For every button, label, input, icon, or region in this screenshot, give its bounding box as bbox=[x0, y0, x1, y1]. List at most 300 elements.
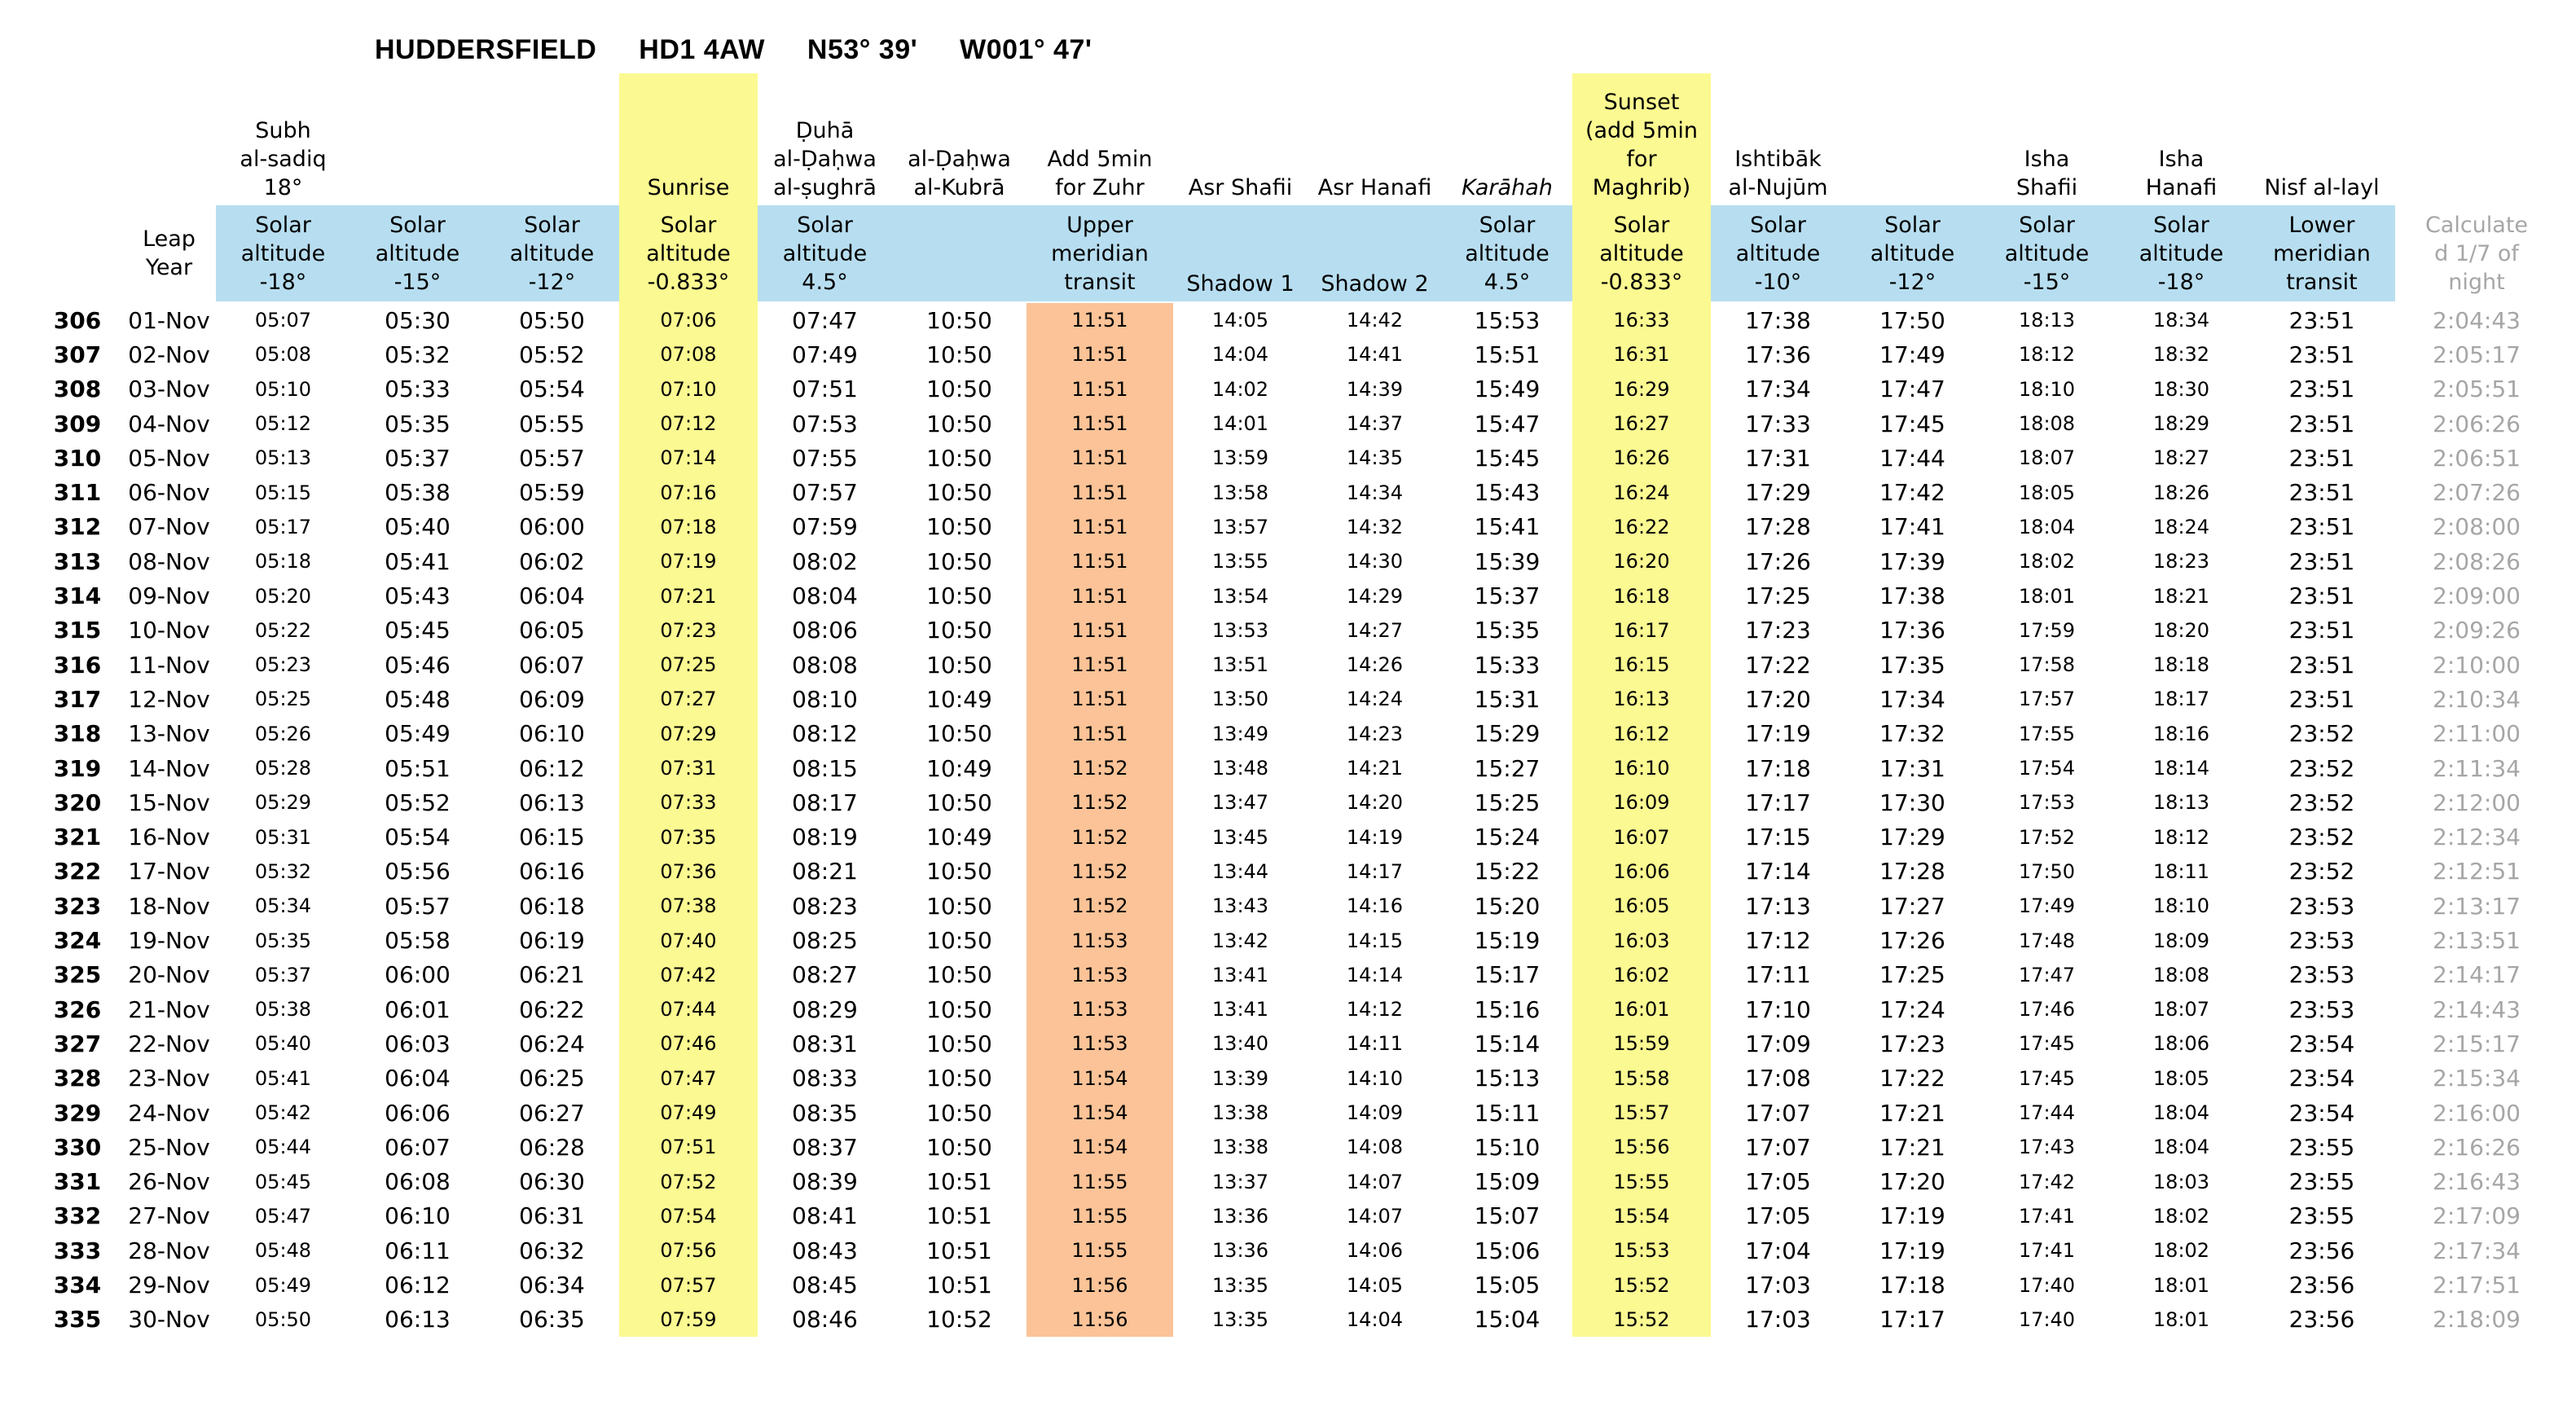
cell-asr-hanafi bbox=[1308, 1096, 1442, 1130]
cell-subh bbox=[216, 682, 350, 716]
cell-duha-kubra-text: 10:49 bbox=[926, 754, 992, 782]
cell-karahah bbox=[1442, 992, 1572, 1026]
cell-asr-hanafi-text: 14:26 bbox=[1346, 653, 1404, 677]
cell-isha-12-text: 17:49 bbox=[1879, 341, 1945, 368]
cell-zuhr-text: 11:53 bbox=[1071, 1032, 1128, 1056]
cell-isha-hanafi-text: 18:07 bbox=[2152, 998, 2210, 1022]
cell-day-number-text: 317 bbox=[53, 685, 102, 713]
cell-ishtibak bbox=[1711, 682, 1845, 716]
cell-date-text: 25-Nov bbox=[128, 1133, 210, 1161]
cell-asr-shafii-text: 13:57 bbox=[1211, 515, 1269, 538]
cell-isha-shafii-text: 17:41 bbox=[2018, 1239, 2076, 1263]
subheader-isha-hanafi bbox=[2114, 205, 2249, 301]
cell-sunset-text: 16:15 bbox=[1613, 653, 1670, 677]
table-row bbox=[33, 613, 2558, 648]
cell-asr-hanafi-text: 14:32 bbox=[1346, 515, 1404, 538]
cell-sunrise bbox=[619, 476, 758, 510]
cell-duha-sughra bbox=[758, 1096, 892, 1130]
table-row bbox=[33, 1130, 2558, 1164]
cell-date bbox=[122, 648, 216, 682]
cell-isha-12 bbox=[1845, 544, 1980, 578]
cell-sunset bbox=[1572, 476, 1711, 510]
cell-day-number-text: 332 bbox=[53, 1202, 102, 1230]
cell-fajr-15 bbox=[350, 1303, 485, 1337]
cell-fajr-12 bbox=[485, 785, 619, 819]
subheader-sunrise-text: Solar altitude -0.833° bbox=[646, 212, 731, 295]
cell-asr-shafii bbox=[1173, 1096, 1308, 1130]
cell-date bbox=[122, 682, 216, 716]
cell-isha-shafii-text: 18:08 bbox=[2018, 412, 2076, 436]
header-ishtibak bbox=[1711, 73, 1845, 205]
cell-isha-hanafi bbox=[2114, 1268, 2249, 1302]
cell-zuhr bbox=[1026, 441, 1173, 475]
cell-seventh-of-night bbox=[2395, 544, 2558, 578]
subheader-ishtibak-text: Solar altitude -10° bbox=[1735, 212, 1821, 295]
cell-asr-hanafi bbox=[1308, 613, 1442, 648]
cell-nisf-al-layl-text: 23:56 bbox=[2288, 1272, 2355, 1299]
cell-isha-shafii-text: 17:40 bbox=[2018, 1273, 2076, 1297]
cell-nisf-al-layl bbox=[2249, 578, 2395, 613]
cell-isha-shafii bbox=[1980, 751, 2114, 785]
cell-subh-text: 05:49 bbox=[254, 1273, 312, 1297]
cell-asr-hanafi bbox=[1308, 682, 1442, 716]
cell-duha-sughra bbox=[758, 1233, 892, 1268]
cell-sunset-text: 15:54 bbox=[1613, 1204, 1670, 1228]
cell-duha-sughra-text: 08:02 bbox=[792, 547, 858, 575]
subheader-sunrise bbox=[619, 205, 758, 301]
cell-nisf-al-layl-text: 23:52 bbox=[2288, 858, 2355, 885]
cell-day-number bbox=[33, 1061, 122, 1096]
cell-day-number bbox=[33, 441, 122, 475]
cell-duha-sughra bbox=[758, 751, 892, 785]
cell-isha-shafii-text: 17:59 bbox=[2018, 618, 2076, 642]
cell-subh bbox=[216, 717, 350, 751]
cell-asr-shafii bbox=[1173, 992, 1308, 1026]
cell-isha-hanafi-text: 18:20 bbox=[2152, 618, 2210, 642]
cell-nisf-al-layl bbox=[2249, 820, 2395, 855]
cell-isha-12 bbox=[1845, 476, 1980, 510]
cell-sunset-text: 16:10 bbox=[1613, 757, 1670, 780]
cell-isha-shafii-text: 17:58 bbox=[2018, 653, 2076, 677]
cell-date bbox=[122, 613, 216, 648]
cell-subh bbox=[216, 820, 350, 855]
cell-asr-shafii-text: 13:48 bbox=[1211, 757, 1269, 780]
cell-nisf-al-layl-text: 23:55 bbox=[2288, 1168, 2355, 1196]
subheader-date bbox=[122, 205, 216, 301]
cell-duha-kubra-text: 10:50 bbox=[926, 961, 992, 989]
cell-fajr-12-text: 06:19 bbox=[519, 927, 585, 955]
cell-karahah-text: 15:39 bbox=[1474, 547, 1541, 575]
cell-ishtibak-text: 17:23 bbox=[1745, 617, 1811, 644]
cell-duha-kubra bbox=[892, 751, 1026, 785]
cell-date-text: 14-Nov bbox=[128, 754, 210, 782]
cell-subh-text: 05:42 bbox=[254, 1101, 312, 1125]
cell-asr-shafii-text: 13:54 bbox=[1211, 584, 1269, 608]
cell-subh-text: 05:44 bbox=[254, 1136, 312, 1159]
cell-karahah bbox=[1442, 855, 1572, 889]
cell-fajr-12-text: 06:22 bbox=[519, 995, 585, 1023]
cell-fajr-15-text: 06:04 bbox=[385, 1065, 451, 1092]
cell-ishtibak-text: 17:05 bbox=[1745, 1168, 1811, 1196]
cell-duha-sughra-text: 08:17 bbox=[792, 789, 858, 816]
cell-fajr-15-text: 05:54 bbox=[385, 824, 451, 851]
cell-ishtibak-text: 17:20 bbox=[1745, 685, 1811, 713]
cell-sunrise bbox=[619, 372, 758, 406]
cell-fajr-15 bbox=[350, 682, 485, 716]
cell-date-text: 04-Nov bbox=[128, 410, 210, 437]
cell-fajr-15-text: 05:51 bbox=[385, 754, 451, 782]
cell-subh-text: 05:35 bbox=[254, 929, 312, 952]
cell-seventh-of-night bbox=[2395, 751, 2558, 785]
cell-asr-shafii bbox=[1173, 1233, 1308, 1268]
table-row bbox=[33, 303, 2558, 337]
cell-ishtibak bbox=[1711, 958, 1845, 992]
cell-zuhr bbox=[1026, 1303, 1173, 1337]
subheader-isha-hanafi-text: Solar altitude -18° bbox=[2139, 212, 2224, 295]
cell-date bbox=[122, 855, 216, 889]
cell-date bbox=[122, 1303, 216, 1337]
cell-date-text: 26-Nov bbox=[128, 1168, 210, 1196]
cell-duha-sughra-text: 08:29 bbox=[792, 995, 858, 1023]
cell-fajr-12 bbox=[485, 682, 619, 716]
cell-zuhr bbox=[1026, 992, 1173, 1026]
cell-subh bbox=[216, 337, 350, 371]
cell-duha-kubra-text: 10:50 bbox=[926, 306, 992, 334]
cell-duha-kubra-text: 10:50 bbox=[926, 341, 992, 368]
cell-asr-shafii bbox=[1173, 441, 1308, 475]
cell-day-number-text: 308 bbox=[53, 376, 102, 403]
cell-ishtibak bbox=[1711, 820, 1845, 855]
cell-isha-12-text: 17:24 bbox=[1879, 995, 1945, 1023]
subheader-duha-sughra-text: Solar altitude 4.5° bbox=[782, 212, 868, 295]
header-zuhr-text: Add 5min for Zuhr bbox=[1047, 147, 1153, 200]
cell-sunset bbox=[1572, 751, 1711, 785]
cell-fajr-15 bbox=[350, 958, 485, 992]
cell-date bbox=[122, 510, 216, 544]
cell-asr-shafii-text: 14:01 bbox=[1211, 412, 1269, 436]
cell-date-text: 22-Nov bbox=[128, 1030, 210, 1057]
cell-sunrise-text: 07:40 bbox=[660, 929, 717, 952]
cell-karahah bbox=[1442, 682, 1572, 716]
cell-ishtibak bbox=[1711, 1061, 1845, 1096]
cell-nisf-al-layl-text: 23:51 bbox=[2288, 444, 2355, 472]
cell-karahah bbox=[1442, 441, 1572, 475]
cell-ishtibak-text: 17:34 bbox=[1745, 376, 1811, 403]
cell-karahah bbox=[1442, 1199, 1572, 1233]
cell-fajr-12 bbox=[485, 1130, 619, 1164]
cell-day-number bbox=[33, 889, 122, 923]
cell-isha-12 bbox=[1845, 303, 1980, 337]
cell-day-number-text: 322 bbox=[53, 858, 102, 885]
cell-karahah-text: 15:35 bbox=[1474, 617, 1541, 644]
subheader-fajr-12 bbox=[485, 205, 619, 301]
cell-sunset-text: 15:58 bbox=[1613, 1066, 1670, 1090]
cell-sunrise-text: 07:19 bbox=[660, 550, 717, 573]
cell-karahah bbox=[1442, 958, 1572, 992]
cell-isha-12 bbox=[1845, 717, 1980, 751]
cell-fajr-15-text: 06:12 bbox=[385, 1272, 451, 1299]
cell-duha-kubra bbox=[892, 1303, 1026, 1337]
cell-sunrise bbox=[619, 889, 758, 923]
cell-sunset-text: 15:56 bbox=[1613, 1136, 1670, 1159]
cell-day-number bbox=[33, 1268, 122, 1302]
cell-ishtibak-text: 17:15 bbox=[1745, 824, 1811, 851]
cell-fajr-15-text: 05:48 bbox=[385, 685, 451, 713]
cell-fajr-15-text: 05:33 bbox=[385, 376, 451, 403]
cell-ishtibak bbox=[1711, 1233, 1845, 1268]
header-duha-kubra-text: al-Ḍaḥwa al-Kubrā bbox=[908, 147, 1011, 200]
cell-asr-hanafi bbox=[1308, 510, 1442, 544]
cell-karahah-text: 15:17 bbox=[1474, 961, 1541, 989]
cell-nisf-al-layl bbox=[2249, 1233, 2395, 1268]
cell-sunrise bbox=[619, 303, 758, 337]
cell-isha-shafii bbox=[1980, 544, 2114, 578]
subheader-sunset-text: Solar altitude -0.833° bbox=[1599, 212, 1684, 295]
cell-date bbox=[122, 303, 216, 337]
cell-sunrise-text: 07:27 bbox=[660, 688, 717, 711]
cell-duha-sughra-text: 08:19 bbox=[792, 824, 858, 851]
cell-isha-12 bbox=[1845, 441, 1980, 475]
cell-day-number-text: 315 bbox=[53, 617, 102, 644]
cell-nisf-al-layl bbox=[2249, 510, 2395, 544]
cell-sunrise-text: 07:18 bbox=[660, 515, 717, 538]
cell-ishtibak-text: 17:38 bbox=[1745, 306, 1811, 334]
cell-subh bbox=[216, 992, 350, 1026]
cell-isha-shafii-text: 17:41 bbox=[2018, 1204, 2076, 1228]
cell-isha-12-text: 17:28 bbox=[1879, 858, 1945, 885]
cell-asr-shafii-text: 14:02 bbox=[1211, 377, 1269, 401]
cell-seventh-of-night-text: 2:13:17 bbox=[2433, 892, 2521, 920]
cell-fajr-15-text: 06:08 bbox=[385, 1168, 451, 1196]
cell-zuhr-text: 11:54 bbox=[1071, 1101, 1128, 1125]
cell-isha-12-text: 17:22 bbox=[1879, 1065, 1945, 1092]
cell-zuhr bbox=[1026, 923, 1173, 957]
cell-nisf-al-layl-text: 23:53 bbox=[2288, 927, 2355, 955]
cell-subh-text: 05:34 bbox=[254, 894, 312, 918]
cell-fajr-15-text: 06:01 bbox=[385, 995, 451, 1023]
cell-fajr-12-text: 06:15 bbox=[519, 824, 585, 851]
cell-nisf-al-layl-text: 23:51 bbox=[2288, 651, 2355, 679]
cell-sunset bbox=[1572, 613, 1711, 648]
cell-asr-hanafi-text: 14:35 bbox=[1346, 446, 1404, 470]
cell-duha-sughra bbox=[758, 889, 892, 923]
cell-day-number bbox=[33, 923, 122, 957]
cell-date-text: 17-Nov bbox=[128, 858, 210, 885]
cell-zuhr-text: 11:51 bbox=[1071, 343, 1128, 367]
cell-fajr-12-text: 06:32 bbox=[519, 1237, 585, 1264]
cell-isha-shafii bbox=[1980, 578, 2114, 613]
cell-subh bbox=[216, 303, 350, 337]
cell-ishtibak-text: 17:14 bbox=[1745, 858, 1811, 885]
cell-asr-hanafi bbox=[1308, 303, 1442, 337]
cell-duha-sughra-text: 08:08 bbox=[792, 651, 858, 679]
cell-sunset bbox=[1572, 992, 1711, 1026]
cell-karahah-text: 15:43 bbox=[1474, 479, 1541, 507]
cell-fajr-15 bbox=[350, 372, 485, 406]
cell-subh bbox=[216, 923, 350, 957]
cell-duha-kubra bbox=[892, 648, 1026, 682]
cell-karahah bbox=[1442, 476, 1572, 510]
cell-zuhr bbox=[1026, 717, 1173, 751]
cell-isha-shafii bbox=[1980, 406, 2114, 441]
cell-date bbox=[122, 1130, 216, 1164]
cell-sunset bbox=[1572, 889, 1711, 923]
cell-seventh-of-night-text: 2:10:34 bbox=[2433, 685, 2521, 713]
cell-subh-text: 05:50 bbox=[254, 1307, 312, 1331]
cell-zuhr bbox=[1026, 476, 1173, 510]
cell-sunrise-text: 07:33 bbox=[660, 791, 717, 815]
cell-isha-shafii-text: 17:40 bbox=[2018, 1307, 2076, 1331]
cell-asr-hanafi-text: 14:30 bbox=[1346, 550, 1404, 573]
cell-asr-shafii bbox=[1173, 337, 1308, 371]
cell-isha-hanafi-text: 18:24 bbox=[2152, 515, 2210, 538]
cell-asr-shafii-text: 13:47 bbox=[1211, 791, 1269, 815]
cell-ishtibak-text: 17:25 bbox=[1745, 582, 1811, 610]
cell-sunrise bbox=[619, 958, 758, 992]
cell-fajr-12 bbox=[485, 1061, 619, 1096]
cell-asr-shafii bbox=[1173, 372, 1308, 406]
cell-isha-hanafi bbox=[2114, 303, 2249, 337]
cell-sunset bbox=[1572, 1130, 1711, 1164]
cell-subh-text: 05:32 bbox=[254, 859, 312, 883]
cell-isha-12-text: 17:38 bbox=[1879, 582, 1945, 610]
cell-seventh-of-night-text: 2:12:00 bbox=[2433, 789, 2521, 816]
cell-sunrise-text: 07:47 bbox=[660, 1066, 717, 1090]
cell-nisf-al-layl-text: 23:55 bbox=[2288, 1133, 2355, 1161]
cell-subh-text: 05:26 bbox=[254, 722, 312, 745]
cell-seventh-of-night-text: 2:17:09 bbox=[2433, 1202, 2521, 1230]
cell-isha-hanafi-text: 18:27 bbox=[2152, 446, 2210, 470]
header-sunset-text: Sunset (add 5min for Maghrib) bbox=[1585, 90, 1699, 200]
cell-seventh-of-night bbox=[2395, 510, 2558, 544]
cell-date-text: 19-Nov bbox=[128, 927, 210, 955]
cell-subh bbox=[216, 1096, 350, 1130]
cell-asr-shafii bbox=[1173, 889, 1308, 923]
cell-ishtibak bbox=[1711, 889, 1845, 923]
cell-ishtibak bbox=[1711, 855, 1845, 889]
cell-asr-shafii bbox=[1173, 682, 1308, 716]
cell-subh bbox=[216, 510, 350, 544]
cell-fajr-12-text: 06:13 bbox=[519, 789, 585, 816]
cell-asr-shafii-text: 13:42 bbox=[1211, 929, 1269, 952]
cell-duha-sughra bbox=[758, 682, 892, 716]
location-title bbox=[375, 34, 1126, 66]
cell-ishtibak bbox=[1711, 923, 1845, 957]
cell-fajr-12 bbox=[485, 441, 619, 475]
cell-subh bbox=[216, 441, 350, 475]
cell-duha-kubra-text: 10:49 bbox=[926, 685, 992, 713]
cell-fajr-15 bbox=[350, 303, 485, 337]
cell-nisf-al-layl bbox=[2249, 648, 2395, 682]
cell-seventh-of-night bbox=[2395, 855, 2558, 889]
cell-ishtibak bbox=[1711, 1165, 1845, 1199]
cell-asr-shafii-text: 13:35 bbox=[1211, 1273, 1269, 1297]
title-longitude: W001° 47' bbox=[960, 34, 1092, 65]
cell-subh bbox=[216, 406, 350, 441]
cell-isha-shafii-text: 17:43 bbox=[2018, 1136, 2076, 1159]
cell-duha-kubra-text: 10:50 bbox=[926, 479, 992, 507]
cell-isha-12 bbox=[1845, 682, 1980, 716]
table-row bbox=[33, 1026, 2558, 1061]
header-fajr-12 bbox=[485, 73, 619, 205]
cell-zuhr-text: 11:56 bbox=[1071, 1307, 1128, 1331]
cell-asr-shafii-text: 13:36 bbox=[1211, 1239, 1269, 1263]
cell-subh-text: 05:07 bbox=[254, 309, 312, 332]
cell-isha-hanafi-text: 18:08 bbox=[2152, 963, 2210, 986]
cell-sunset-text: 16:05 bbox=[1613, 894, 1670, 918]
cell-isha-12 bbox=[1845, 889, 1980, 923]
cell-ishtibak bbox=[1711, 406, 1845, 441]
cell-isha-12-text: 17:34 bbox=[1879, 685, 1945, 713]
cell-isha-12 bbox=[1845, 1130, 1980, 1164]
cell-sunset bbox=[1572, 785, 1711, 819]
cell-seventh-of-night-text: 2:15:34 bbox=[2433, 1065, 2521, 1092]
cell-day-number bbox=[33, 476, 122, 510]
cell-duha-sughra bbox=[758, 1061, 892, 1096]
cell-isha-hanafi-text: 18:10 bbox=[2152, 894, 2210, 918]
cell-asr-hanafi-text: 14:21 bbox=[1346, 757, 1404, 780]
cell-karahah-text: 15:16 bbox=[1474, 995, 1541, 1023]
cell-date bbox=[122, 992, 216, 1026]
cell-date bbox=[122, 1268, 216, 1302]
cell-isha-hanafi-text: 18:03 bbox=[2152, 1170, 2210, 1193]
header-asr-hanafi bbox=[1308, 73, 1442, 205]
cell-ishtibak-text: 17:03 bbox=[1745, 1306, 1811, 1334]
cell-nisf-al-layl-text: 23:53 bbox=[2288, 892, 2355, 920]
cell-asr-shafii bbox=[1173, 1061, 1308, 1096]
cell-sunset-text: 15:59 bbox=[1613, 1032, 1670, 1056]
cell-sunset-text: 16:01 bbox=[1613, 998, 1670, 1022]
cell-nisf-al-layl-text: 23:56 bbox=[2288, 1306, 2355, 1334]
cell-zuhr-text: 11:53 bbox=[1071, 929, 1128, 952]
cell-karahah-text: 15:25 bbox=[1474, 789, 1541, 816]
cell-seventh-of-night bbox=[2395, 303, 2558, 337]
cell-day-number-text: 313 bbox=[53, 547, 102, 575]
cell-day-number bbox=[33, 1130, 122, 1164]
cell-isha-hanafi bbox=[2114, 441, 2249, 475]
table-row bbox=[33, 1061, 2558, 1096]
cell-isha-hanafi-text: 18:02 bbox=[2152, 1204, 2210, 1228]
cell-isha-12 bbox=[1845, 1165, 1980, 1199]
cell-asr-hanafi bbox=[1308, 820, 1442, 855]
cell-isha-12 bbox=[1845, 1233, 1980, 1268]
cell-sunset-text: 16:22 bbox=[1613, 515, 1670, 538]
cell-duha-kubra bbox=[892, 785, 1026, 819]
table-row bbox=[33, 751, 2558, 785]
cell-fajr-15 bbox=[350, 476, 485, 510]
cell-sunrise bbox=[619, 441, 758, 475]
cell-ishtibak-text: 17:09 bbox=[1745, 1030, 1811, 1057]
cell-sunrise-text: 07:49 bbox=[660, 1101, 717, 1125]
header-ishtibak-text: Ishtibāk al-Nujūm bbox=[1728, 147, 1828, 200]
cell-isha-12-text: 17:19 bbox=[1879, 1202, 1945, 1230]
cell-fajr-12-text: 06:09 bbox=[519, 685, 585, 713]
cell-asr-hanafi bbox=[1308, 1165, 1442, 1199]
cell-date-text: 08-Nov bbox=[128, 547, 210, 575]
cell-day-number bbox=[33, 648, 122, 682]
cell-date bbox=[122, 751, 216, 785]
cell-seventh-of-night-text: 2:05:17 bbox=[2433, 341, 2521, 368]
cell-isha-hanafi-text: 18:14 bbox=[2152, 757, 2210, 780]
cell-duha-kubra bbox=[892, 372, 1026, 406]
cell-isha-12 bbox=[1845, 1026, 1980, 1061]
cell-duha-kubra-text: 10:52 bbox=[926, 1306, 992, 1334]
cell-nisf-al-layl-text: 23:51 bbox=[2288, 306, 2355, 334]
cell-sunset-text: 16:20 bbox=[1613, 550, 1670, 573]
cell-asr-shafii bbox=[1173, 1268, 1308, 1302]
cell-isha-hanafi bbox=[2114, 1130, 2249, 1164]
header-nisf-al-layl bbox=[2249, 73, 2395, 205]
